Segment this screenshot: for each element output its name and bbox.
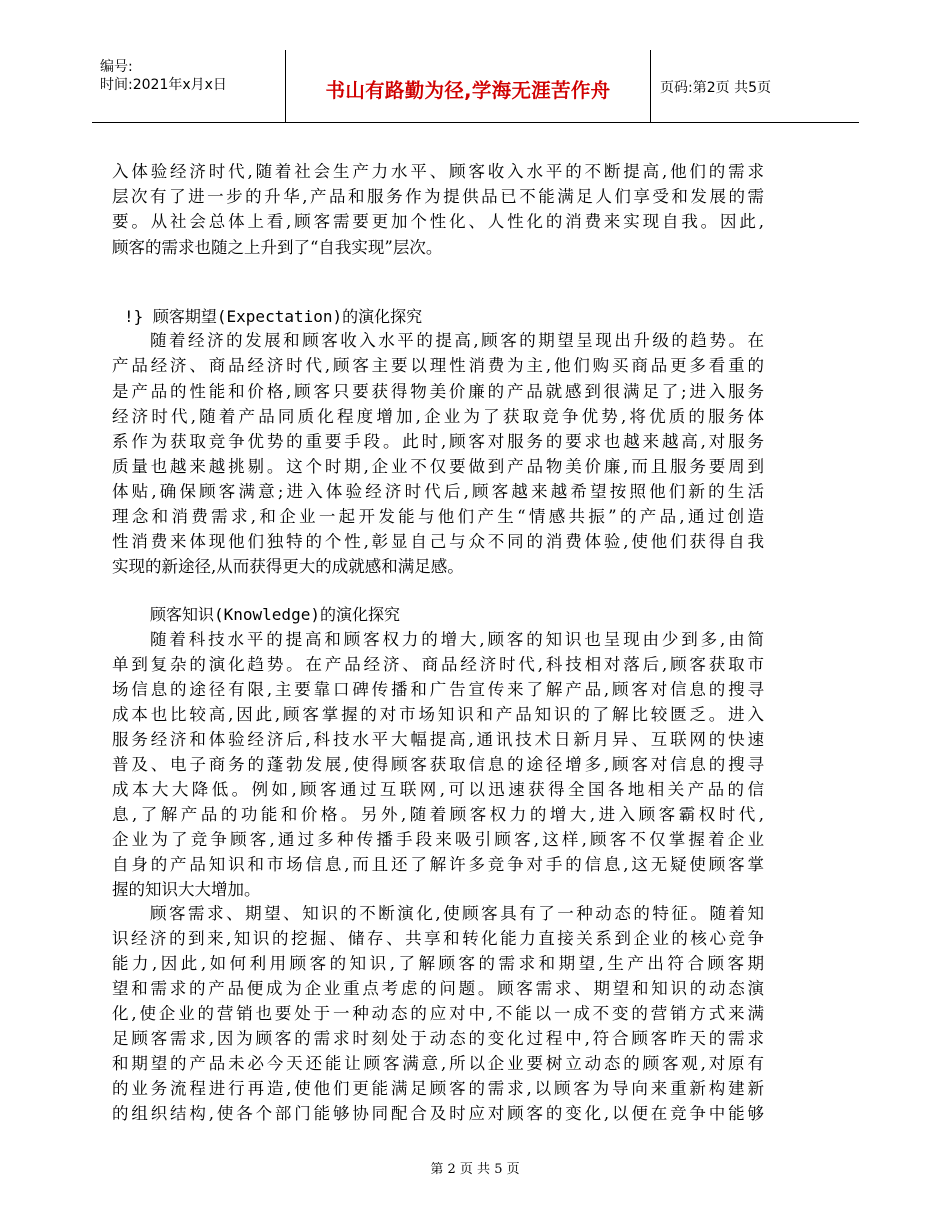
text-line: 性消费来体现他们独特的个性,彰显自己与众不同的消费体验,使他们获得自我 — [112, 532, 764, 551]
text-line: 服务经济和体验经济后,科技水平大幅提高,通讯技术日新月异、互联网的快速 — [112, 730, 764, 749]
text-line: 企业为了竞争顾客,通过多种传播手段来吸引顾客,这样,顾客不仅掌握着企业 — [112, 830, 764, 849]
text-line: 能力,因此,如何利用顾客的知识,了解顾客的需求和期望,生产出符合顾客期 — [112, 954, 764, 973]
text-line: 的组织结构,使各个部门能够协同配合及时应对顾客的变化,以便在竞争中能够 — [112, 1104, 764, 1123]
text-line: 成本也比较高,因此,顾客掌握的对市场知识和产品知识的了解比较匮乏。进入 — [112, 705, 764, 724]
text-line: 顾客需求、期望、知识的不断演化,使顾客具有了一种动态的特征。随着知 — [150, 904, 764, 923]
text-line: 顾客的需求也随之上升到了“自我实现”层次。 — [112, 238, 443, 257]
section-heading: 顾客知识(Knowledge)的演化探究 — [150, 605, 400, 624]
text-line: 足顾客需求,因为顾客的需求时刻处于动态的变化过程中,符合顾客昨天的需求 — [112, 1029, 764, 1048]
header-motto: 书山有路勤为径,学海无涯苦作舟 — [325, 79, 611, 102]
text-line: 成本大大降低。例如,顾客通过互联网,可以迅速获得全国各地相关产品的信 — [112, 780, 764, 799]
text-line: 自身的产品知识和市场信息,而且还了解许多竞争对手的信息,这无疑使顾客掌 — [112, 855, 764, 874]
header-meta — [100, 58, 280, 94]
text-line: 化,使企业的营销也要处于一种动态的应对中,不能以一成不变的营销方式来满 — [112, 1004, 764, 1023]
header-divider — [650, 50, 651, 122]
header-time-label: 时间:2021年x月x日 — [100, 77, 227, 93]
text-line: 产品经济、商品经济时代,顾客主要以理性消费为主,他们购买商品更多看重的 — [112, 356, 764, 375]
page-footer: 第 2 页 共 5 页 — [430, 1162, 520, 1177]
text-line: 随着科技水平的提高和顾客权力的增大,顾客的知识也呈现由少到多,由简 — [150, 630, 764, 649]
header-number-label: 编号: — [100, 59, 133, 75]
text-line: 是产品的性能和价格,顾客只要获得物美价廉的产品就感到很满足了;进入服务 — [112, 382, 764, 401]
text-line: 的业务流程进行再造,使他们更能满足顾客的需求,以顾客为导向来重新构建新 — [112, 1079, 764, 1098]
text-line: 入体验经济时代,随着社会生产力水平、顾客收入水平的不断提高,他们的需求 — [112, 162, 764, 181]
text-line: 息,了解产品的功能和价格。另外,随着顾客权力的增大,进入顾客霸权时代, — [112, 805, 764, 824]
text-line: 理念和消费需求,和企业一起开发能与他们产生“情感共振”的产品,通过创造 — [112, 507, 764, 526]
section-heading: !} 顾客期望(Expectation)的演化探究 — [124, 307, 423, 326]
text-line: 普及、电子商务的蓬勃发展,使得顾客获取信息的途径增多,顾客对信息的搜寻 — [112, 755, 764, 774]
text-line: 经济时代,随着产品同质化程度增加,企业为了获取竞争优势,将优质的服务体 — [112, 407, 764, 426]
text-line: 单到复杂的演化趋势。在产品经济、商品经济时代,科技相对落后,顾客获取市 — [112, 655, 764, 674]
header-page-info: 页码:第2页 共5页 — [660, 80, 771, 96]
text-line: 和期望的产品未必今天还能让顾客满意,所以企业要树立动态的顾客观,对原有 — [112, 1054, 764, 1073]
text-line: 层次有了进一步的升华,产品和服务作为提供品已不能满足人们享受和发展的需 — [112, 187, 764, 206]
text-line: 系作为获取竞争优势的重要手段。此时,顾客对服务的要求也越来越高,对服务 — [112, 432, 764, 451]
text-line: 质量也越来越挑剔。这个时期,企业不仅要做到产品物美价廉,而且服务要周到 — [112, 457, 764, 476]
text-line: 握的知识大大增加。 — [112, 880, 261, 899]
text-line: 随着经济的发展和顾客收入水平的提高,顾客的期望呈现出升级的趋势。在 — [150, 331, 764, 350]
text-line: 实现的新途径,从而获得更大的成就感和满足感。 — [112, 557, 464, 576]
text-line: 望和需求的产品便成为企业重点考虑的问题。顾客需求、期望和知识的动态演 — [112, 979, 764, 998]
text-line: 场信息的途径有限,主要靠口碑传播和广告宣传来了解产品,顾客对信息的搜寻 — [112, 680, 764, 699]
page-header — [92, 50, 859, 123]
text-line: 体贴,确保顾客满意;进入体验经济时代后,顾客越来越希望按照他们新的生活 — [112, 482, 764, 501]
text-line: 要。从社会总体上看,顾客需要更加个性化、人性化的消费来实现自我。因此, — [112, 212, 764, 231]
text-line: 识经济的到来,知识的挖掘、储存、共享和转化能力直接关系到企业的核心竞争 — [112, 929, 764, 948]
